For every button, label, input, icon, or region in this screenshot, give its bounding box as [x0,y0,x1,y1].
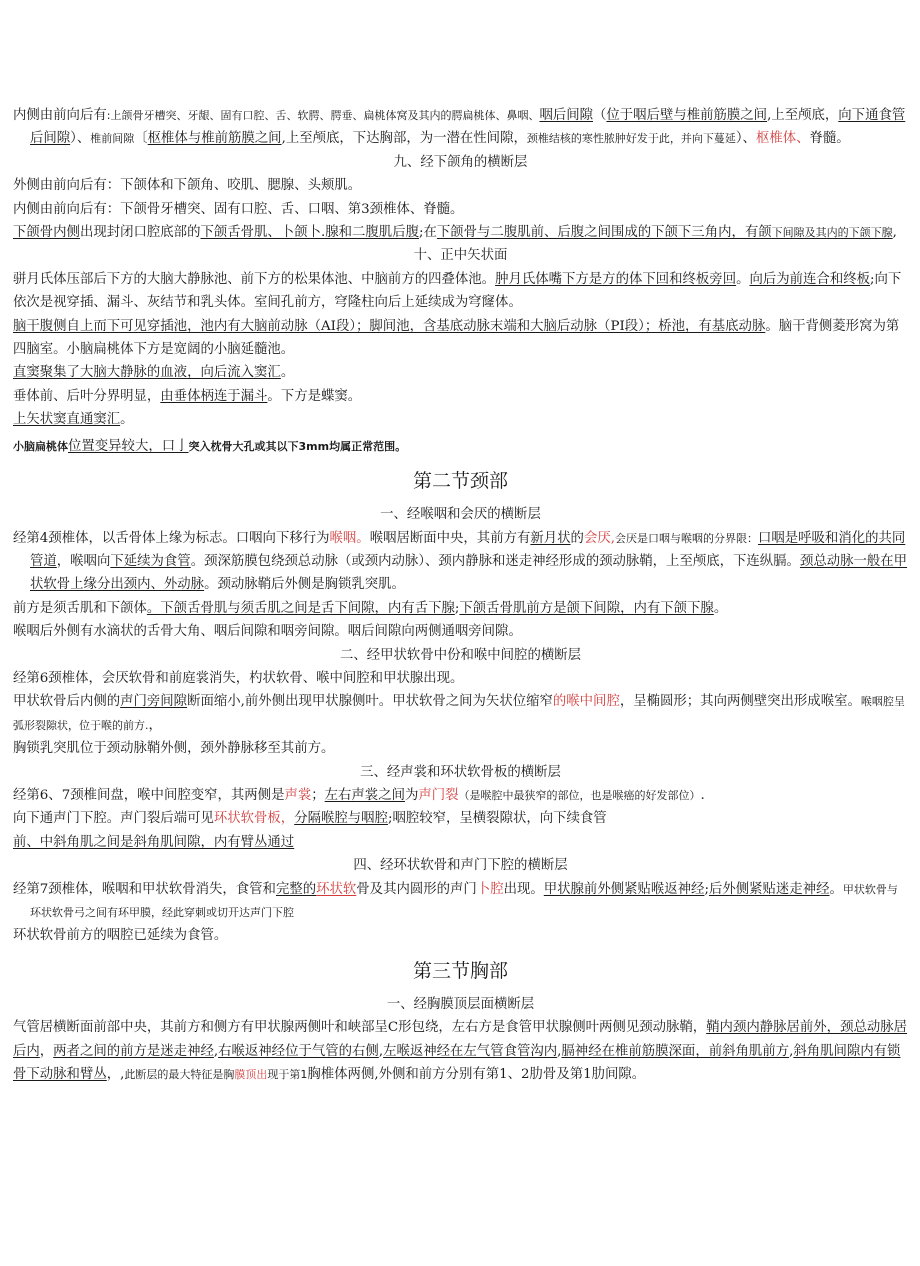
paragraph-esophagus: 环状软骨前方的咽腔已延续为食管。 [13,928,228,944]
paragraph-hyoid: 喉咽后外侧有水滴状的舌骨大角、咽后间隙和咽旁间隙。咽后间隙向两侧通咽旁间隙。 [13,624,522,640]
paragraph-c6: 经第6颈椎体，会厌软骨和前庭裳消失，杓状软骨、喉中间腔和甲状腺出现。 [13,670,464,686]
paragraph-scalene-gap: 前、中斜角肌之间是斜角肌间隙，内有臂丛通过 [13,834,295,850]
paragraph-sternocleidomastoid: 胸锁乳突肌位于颈动脉鞘外侧，颈外静脉移至其前方。 [13,741,335,757]
paragraph-paraglottic: 甲状软骨后内侧的声门旁间隙断面缩小,前外侧出现甲状腺侧叶。甲状软骨之间为矢状位缩窄的喉中间腔，呈椭圆形；其向两侧壁突出形成喉室。喉咽腔呈弧形裂隙状，位于喉的前方.， [13,694,905,733]
paragraph-glottis: 经第6、7颈椎间盘，喉中间腔变窄，其两侧是声裳；左右声裳之间为声门裂（是喉腔中最狭窄的部位，也是喉癌的好发部位）. [13,787,705,803]
paragraph-c7: 经第7颈椎体，喉咽和甲状软骨消失，食管和完整的环状软骨及其内圆形的声门卜腔出现。甲状腺前外侧紧贴喉返神经;后外侧紧贴迷走神经。甲状软骨与环状软骨弓之间有环甲膜，经此穿刺或切开达声门下腔 [13,881,898,919]
paragraph-tonsil-variation: 小脑扁桃体位置变异较大，口亅突入枕骨大孔或其以下3mm均属正常范围。 [13,438,407,454]
paragraph-midsagittal: 骈月氏体压部后下方的大脑大静脉池、前下方的松果体池、中脑前方的四叠体池。肿月氏体嘴下方是方的体下回和终板旁回。向后为前连合和终板;向下依次是视穿插、漏斗、灰结节和乳头体。室间孔前方，穹隆柱向后上延续成为穹窿体。 [13,271,902,311]
heading-9: 九、经下颌角的横断层 [393,154,528,170]
paragraph-cricoid-lamina: 向下通声门下腔。声门裂后端可见环状软骨板，分隔喉腔与咽腔;咽腔较窄，呈横裂隙状，向下续食管 [13,811,607,827]
paragraph-lateral-mandible: 外侧由前向后有：下颌体和下颌角、咬肌、腮腺、头颊肌。 [13,178,362,194]
paragraph-brainstem: 脑干腹侧自上而下可见穿插池，池内有大脑前动脉（AI段）；脚间池，含基底动脉末端和大脑后动脉（PI段）；桥池，有基底动脉。脑干背侧菱形窝为第四脑室。小脑扁桃体下方是宽阔的小脑延髓池。 [13,318,900,358]
paragraph-submandibular: 下颌骨内侧出现封闭口腔底部的下颌舌骨肌、卜颌卜.腺和二腹肌后腹;在下颌骨与二腹肌前、后腹之间围成的下颌下三角内，有颌下间隙及其内的下颌下腺, [13,225,897,241]
heading-neck-3: 三、经声裳和环状软骨板的横断层 [360,764,561,780]
section-title-thorax: 第三节胸部 [412,959,508,982]
heading-neck-1: 一、经喉咽和会厌的横断层 [380,507,541,523]
heading-thorax-1: 一、经胸膜顶层面横断层 [386,996,535,1012]
section-title-neck: 第二节颈部 [412,470,508,493]
heading-neck-4: 四、经环状软骨和声门下腔的横断层 [353,858,568,874]
paragraph-medial-structures: 内侧由前向后有:上颌骨牙槽突、牙龈、固有口腔、舌、软腭、腭垂、扁桃体窝及其内的腭扁桃体、鼻咽、咽后间隙（位于咽后壁与椎前筋膜之间,上至颅底，向下通食管后间隙）、椎前间隙〔枢椎体与椎前筋膜之间,上至颅底，下达胸部，为一潜在性间隙，颈椎结核的寒性脓肿好发于此，并向下蔓延）、枢椎体、脊髓。 [13,108,906,147]
paragraph-medial-mandible: 内侧由前向后有：下颌骨牙槽突、固有口腔、舌、口咽、第3颈椎体、脊髓。 [13,201,464,217]
document-page [13,104,908,1086]
paragraph-sublingual: 前方是须舌肌和下颌体。下颌舌骨肌与须舌肌之间是舌下间隙，内有舌下腺;下颌舌骨肌前方是颌下间隙，内有下颌下腺。 [13,600,728,616]
heading-10: 十、正中矢状面 [413,248,508,264]
paragraph-pituitary: 垂体前、后叶分界明显，由垂体柄连于漏斗。下方是蝶窦。 [13,388,362,404]
paragraph-pleural-cupula: 气管居横断面前部中央，其前方和侧方有甲状腺两侧叶和峡部呈C形包绕，左右方是食管甲状腺侧叶两侧见颈动脉鞘，鞘内颈内静脉居前外，颈总动脉居后内，两者之间的前方是迷走神经,右喉返神经位于气管的右侧,左喉返神经在左气管食管沟内,膈神经在椎前筋膜深面，前斜角肌前方,斜角肌间隙内有锁骨下动脉和臂丛，,此断层的最大特征是胸膜顶出现于第1胸椎体两侧,外侧和前方分别有第1、2肋骨及第1肋间隙。 [13,1020,908,1083]
paragraph-superior-sagittal-sinus: 上矢状窦直通窦汇。 [13,412,134,428]
paragraph-laryngopharynx: 经第4颈椎体，以舌骨体上缘为标志。口咽向下移行为喉咽。喉咽居断面中央，其前方有新月状的会厌,会厌是口咽与喉咽的分界限：口咽是呼吸和消化的共同管道，喉咽向下延续为食管。颈深筋膜包绕颈总动脉（或颈内动脉）、颈内静脉和迷走神经形成的颈动脉鞘，上至颅底，下连纵膈。颈总动脉一般在甲状软骨上缘分出颈内、外动脉。颈动脉鞘后外侧是胸锁乳突肌。 [13,530,908,593]
paragraph-straight-sinus: 直窦聚集了大脑大静脉的血液，向后流入窦汇。 [13,365,295,381]
heading-neck-2: 二、经甲状软骨中份和喉中间腔的横断层 [339,647,582,663]
